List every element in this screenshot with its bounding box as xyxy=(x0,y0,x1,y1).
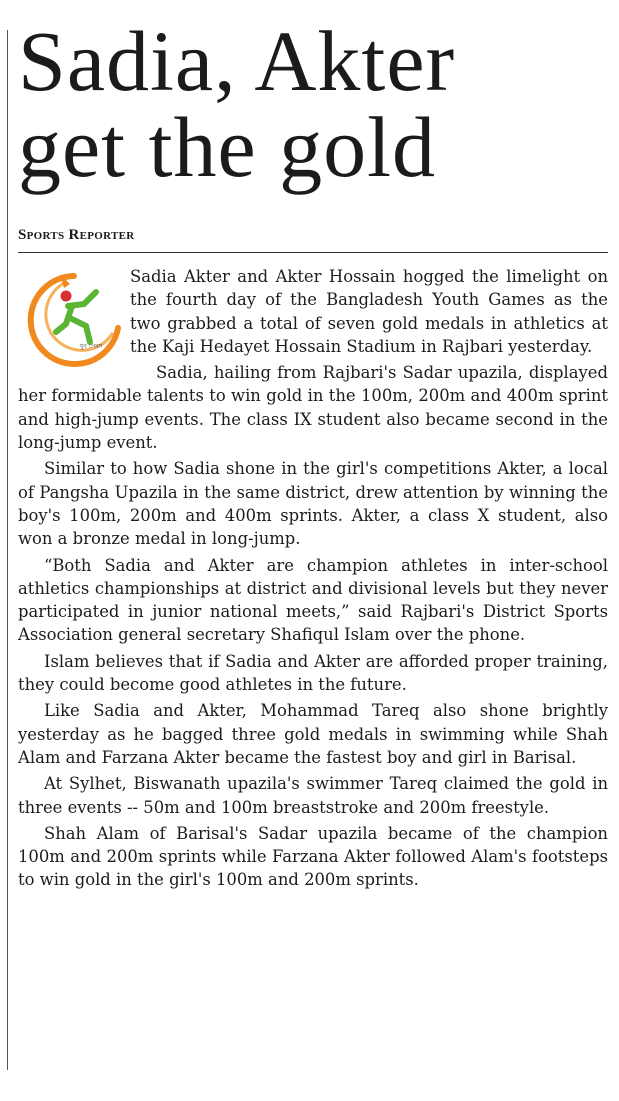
byline-divider xyxy=(18,252,608,253)
paragraph-2: Sadia, hailing from Rajbari's Sadar upazila, displayed her formidable talents to win gold in the 100m, 200m and 400m sprint and high-jump events. The class IX student also became second in the long-jump event. xyxy=(18,363,608,453)
paragraph-4: “Both Sadia and Akter are champion athletes in inter-school athletics championships at district and divisional levels but they never participated in junior national meets,” said Rajbari's District Sports Association general secretary Shafiqul Islam over the phone. xyxy=(18,555,608,645)
byline: Sports Reporter xyxy=(18,227,135,243)
headline-line-2: get the gold xyxy=(18,99,437,195)
headline-line-1: Sadia, Akter xyxy=(18,13,456,109)
paragraph-8: Shah Alam of Barisal's Sadar upazila became of the champion 100m and 200m sprints while Farzana Akter followed Alam's footsteps to win gold in the girl's 100m and 200m sprints. xyxy=(18,823,608,890)
paragraph-3: Similar to how Sadia shone in the girl's competitions Akter, a local of Pangsha Upazila in the same district, drew attention by winning the boy's 100m, 200m and 400m sprints. Akter, a class X student, also won a bronze medal in long-jump. xyxy=(18,459,608,549)
logo-caption: যুব গেমস xyxy=(80,343,103,350)
paragraph-5: Islam believes that if Sadia and Akter are afforded proper training, they could become good athletes in the future. xyxy=(18,651,608,695)
paragraph-7: At Sylhet, Biswanath upazila's swimmer Tareq claimed the gold in three events -- 50m and 100m breaststroke and 200m freestyle. xyxy=(18,774,608,817)
article-body xyxy=(18,265,608,892)
logo-float-spacer xyxy=(18,265,130,383)
paragraph-1: Sadia Akter and Akter Hossain hogged the limelight on the fourth day of the Bangladesh Youth Games as the two grabbed a total of seven gold medals in athletics at the Kaji Hedayet Hossain Stadium in Rajbari yesterday. xyxy=(130,267,608,356)
headline xyxy=(18,13,608,195)
column-rule xyxy=(7,30,8,1070)
paragraph-6: Like Sadia and Akter, Mohammad Tareq also shone brightly yesterday as he bagged three gold medals in swimming while Shah Alam and Farzana Akter became the fastest boy and girl in Barisal. xyxy=(18,701,608,767)
